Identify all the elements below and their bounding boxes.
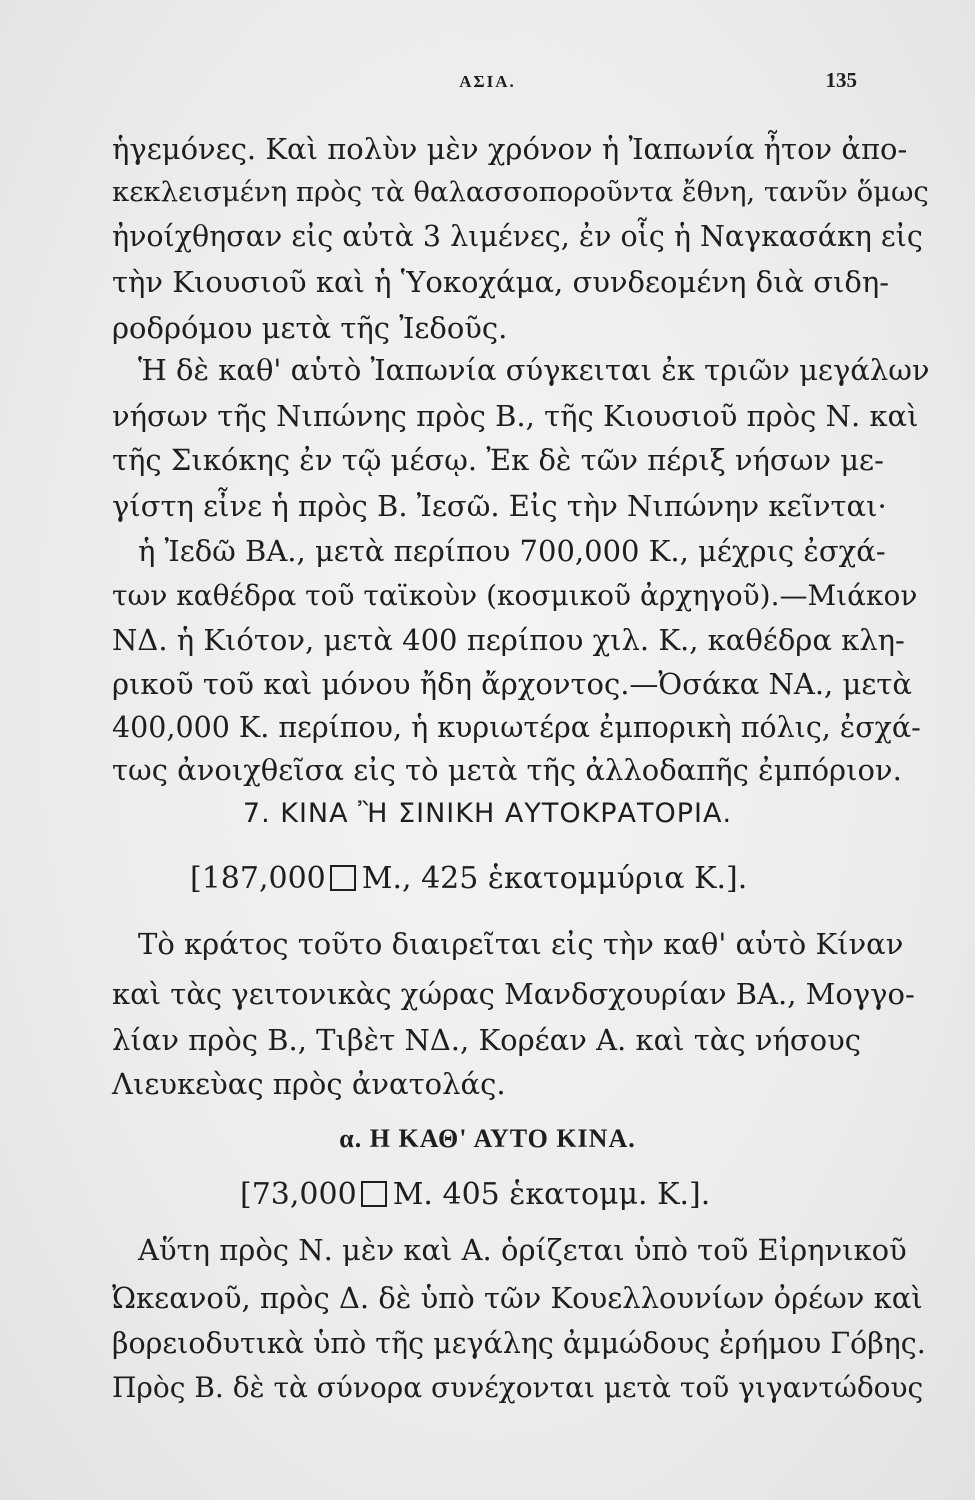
text-line: κεκλεισμένη πρὸς τὰ θαλασσοποροῦντα ἔθνη, τανῦν ὅμως xyxy=(112,176,929,208)
text-line: νήσων τῆς Νιπώνης πρὸς Β., τῆς Κιουσιοῦ πρὸς Ν. καὶ xyxy=(112,399,919,433)
page-number: 135 xyxy=(825,68,857,92)
text-line: Λιευκεὺας πρὸς ἀνατολάς. xyxy=(112,1067,506,1101)
text-line: των καθέδρα τοῦ ταϊκοὺν (κοσμικοῦ ἀρχηγοῦ).—Μιάκον xyxy=(112,579,918,612)
stats-population: Μ., 425 ἑκατομμύρια Κ.]. xyxy=(361,861,748,896)
section-stats xyxy=(190,860,747,898)
text-line: ἡ Ἰεδῶ ΒΑ., μετὰ περίπου 700,000 Κ., μέχρις ἐσχά- xyxy=(138,534,886,568)
section-heading: 7. ΚΙΝΑ Ἢ ΣΙΝΙΚΗ ΑΥΤΟΚΡΑΤΟΡΙΑ. xyxy=(242,798,733,829)
subsection-heading: α. Η ΚΑΘ' ΑΥΤΟ ΚΙΝΑ. xyxy=(339,1124,636,1153)
stats-population: Μ. 405 ἑκατομμ. Κ.]. xyxy=(392,1177,711,1212)
text-line: ἡγεμόνες. Καὶ πολὺν μὲν χρόνον ἡ Ἰαπωνία ἦτον ἀπο- xyxy=(112,132,908,166)
square-miles-icon xyxy=(361,1181,387,1207)
text-line: γίστη εἶνε ἡ πρὸς Β. Ἰεσῶ. Εἰς τὴν Νιπώνην κεῖνται· xyxy=(112,489,887,523)
text-line: ἠνοίχθησαν εἰς αὐτὰ 3 λιμένες, ἐν οἷς ἡ Ναγκασάκη εἰς xyxy=(112,220,923,253)
text-line: ροδρόμου μετὰ τῆς Ἰεδοῦς. xyxy=(112,311,508,345)
subsection-stats xyxy=(240,1176,710,1214)
stats-area: [187,000 xyxy=(190,861,326,896)
text-line: ρικοῦ τοῦ καὶ μόνου ἤδη ἄρχοντος.—Ὀσάκα ΝΑ., μετὰ xyxy=(112,667,912,701)
text-line: βορειοδυτικὰ ὑπὸ τῆς μεγάλης ἀμμώδους ἐρήμου Γόβης. xyxy=(112,1327,926,1360)
text-line: καὶ τὰς γειτονικὰς χώρας Μανδσχουρίαν ΒΑ., Μογγο- xyxy=(112,977,915,1011)
stats-area: [73,000 xyxy=(240,1177,357,1212)
text-line: ΝΔ. ἡ Κιότον, μετὰ 400 περίπου χιλ. Κ., καθέδρα κλη- xyxy=(112,623,905,657)
text-line: 400,000 Κ. περίπου, ἡ κυριωτέρα ἐμπορικὴ πόλις, ἐσχά- xyxy=(112,711,921,744)
text-line: Τὸ κράτος τοῦτο διαιρεῖται εἰς τὴν καθ' αὑτὸ Κίναν xyxy=(138,927,904,961)
running-header: ΑΣΙΑ. xyxy=(459,72,516,91)
square-miles-icon xyxy=(330,865,356,891)
text-line: Πρὸς Β. δὲ τὰ σύνορα συνέχονται μετὰ τοῦ γιγαντώδους xyxy=(112,1371,924,1404)
text-line: τως ἀνοιχθεῖσα εἰς τὸ μετὰ τῆς ἀλλοδαπῆς ἐμπόριον. xyxy=(112,753,902,787)
text-line: λίαν πρὸς Β., Τιβὲτ ΝΔ., Κορέαν Α. καὶ τὰς νήσους xyxy=(112,1023,861,1057)
text-line: τῆς Σικόκης ἐν τῷ μέσῳ. Ἐκ δὲ τῶν πέριξ νήσων με- xyxy=(112,443,884,477)
text-line: Ὠκεανοῦ, πρὸς Δ. δὲ ὑπὸ τῶν Κουελλουνίων ὀρέων καὶ xyxy=(112,1281,923,1315)
text-line: Αὕτη πρὸς Ν. μὲν καὶ Α. ὁρίζεται ὑπὸ τοῦ Εἰρηνικοῦ xyxy=(138,1233,907,1267)
text-line: τὴν Κιουσιοῦ καὶ ἡ Ὑοκοχάμα, συνδεομένη διὰ σιδη- xyxy=(112,265,890,299)
text-line: Ἡ δὲ καθ' αὑτὸ Ἰαπωνία σύγκειται ἐκ τριῶν μεγάλων xyxy=(138,353,930,387)
